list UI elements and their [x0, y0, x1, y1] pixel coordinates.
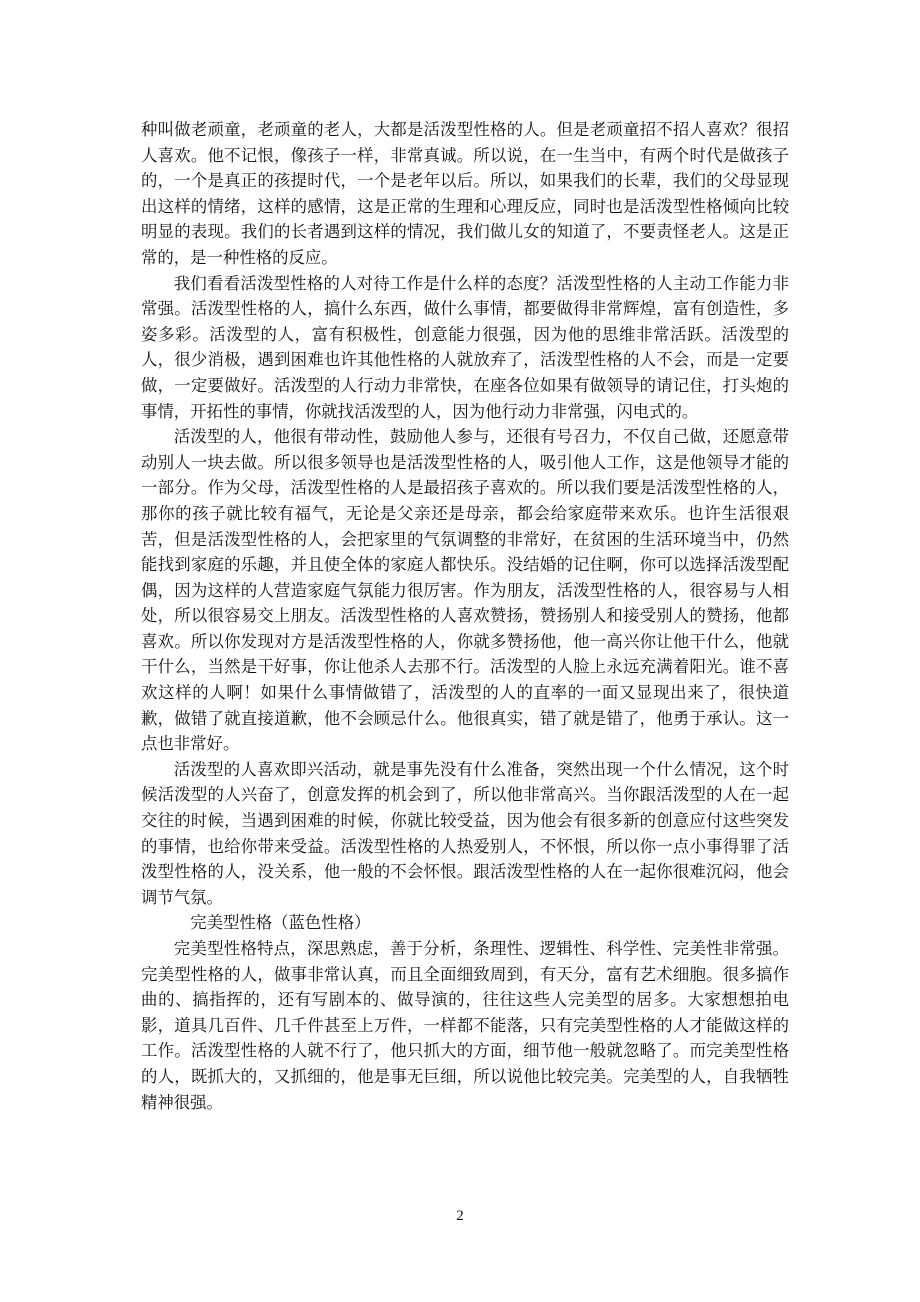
paragraph-5: 完美型性格特点，深思熟虑，善于分析，条理性、逻辑性、科学性、完美性非常强。完美型性格的人，做事非常认真，而且全面细致周到，有天分，富有艺术细胞。很多搞作曲的、搞指挥的，还有写剧本的、做导演的，往往这些人完美型的居多。大家想想拍电影，道具几百件、几千件甚至上万件，一样都不能落，只有完美型性格的人才能做这样的工作。活泼型性格的人就不行了，他只抓大的方面，细节他一般就忽略了。而完美型性格的人，既抓大的，又抓细的，他是事无巨细，所以说他比较完美。完美型的人，自我牺牲精神很强。 — [141, 939, 789, 1112]
paragraph-4: 活泼型的人喜欢即兴活动，就是事先没有什么准备，突然出现一个什么情况，这个时候活泼型的人兴奋了，创意发挥的机会到了，所以他非常高兴。当你跟活泼型的人在一起交往的时候，当遇到困难的时候，你就比较受益，因为他会有很多新的创意应付这些突发的事情，也给你带来受益。活泼型性格的人热爱别人，不怀恨，所以你一点小事得罪了活泼型性格的人，没关系，他一般的不会怀恨。跟活泼型性格的人在一起你很难沉闷，他会调节气氛。 — [141, 759, 789, 907]
page-number: 2 — [456, 1208, 464, 1224]
paragraph-1: 种叫做老顽童，老顽童的老人，大都是活泼型性格的人。但是老顽童招不招人喜欢？很招人喜欢。他不记恨，像孩子一样，非常真诚。所以说，在一生当中，有两个时代是做孩子的，一个是真正的孩提时代，一个是老年以后。所以，如果我们的长辈，我们的父母显现出这样的情绪，这样的感情，这是正常的生理和心理反应，同时也是活泼型性格倾向比较明显的表现。我们的长者遇到这样的情况，我们做儿女的知道了，不要责怪老人。这是正常的，是一种性格的反应。 — [141, 120, 789, 267]
document-body — [141, 117, 789, 1115]
section-heading: 完美型性格（蓝色性格） — [190, 913, 371, 933]
paragraph-2: 我们看看活泼型性格的人对待工作是什么样的态度？活泼型性格的人主动工作能力非常强。活泼型性格的人，搞什么东西，做什么事情，都要做得非常辉煌，富有创造性，多姿多彩。活泼型的人，富有积极性，创意能力很强，因为他的思维非常活跃。活泼型的人，很少消极，遇到困难也许其他性格的人就放弃了，活泼型性格的人不会，而是一定要做，一定要做好。活泼型的人行动力非常快，在座各位如果有做领导的请记住，打头炮的事情，开拓性的事情，你就找活泼型的人，因为他行动力非常强，闪电式的。 — [141, 273, 789, 421]
paragraph-3: 活泼型的人，他很有带动性，鼓励他人参与，还很有号召力，不仅自己做，还愿意带动别人一块去做。所以很多领导也是活泼型性格的人，吸引他人工作，这是他领导才能的一部分。作为父母，活泼型性格的人是最招孩子喜欢的。所以我们要是活泼型性格的人，那你的孩子就比较有福气，无论是父亲还是母亲，都会给家庭带来欢乐。也许生活很艰苦，但是活泼型性格的人，会把家里的气氛调整的非常好，在贫困的生活环境当中，仍然能找到家庭的乐趣，并且使全体的家庭人都快乐。没结婚的记住啊，你可以选择活泼型配偶，因为这样的人营造家庭气氛能力很厉害。作为朋友，活泼型性格的人，很容易与人相处，所以很容易交上朋友。活泼型性格的人喜欢赞扬，赞扬别人和接受别人的赞扬，他都喜欢。所以你发现对方是活泼型性格的人，你就多赞扬他，他一高兴你让他干什么，他就干什么，当然是干好事，你让他杀人去那不行。活泼型的人脸上永远充满着阳光。谁不喜欢这样的人啊！如果什么事情做错了，活泼型的人的直率的一面又显现出来了，很快道歉，做错了就直接道歉，他不会顾忌什么。他很真实，错了就是错了，他勇于承认。这一点也非常好。 — [141, 427, 789, 754]
